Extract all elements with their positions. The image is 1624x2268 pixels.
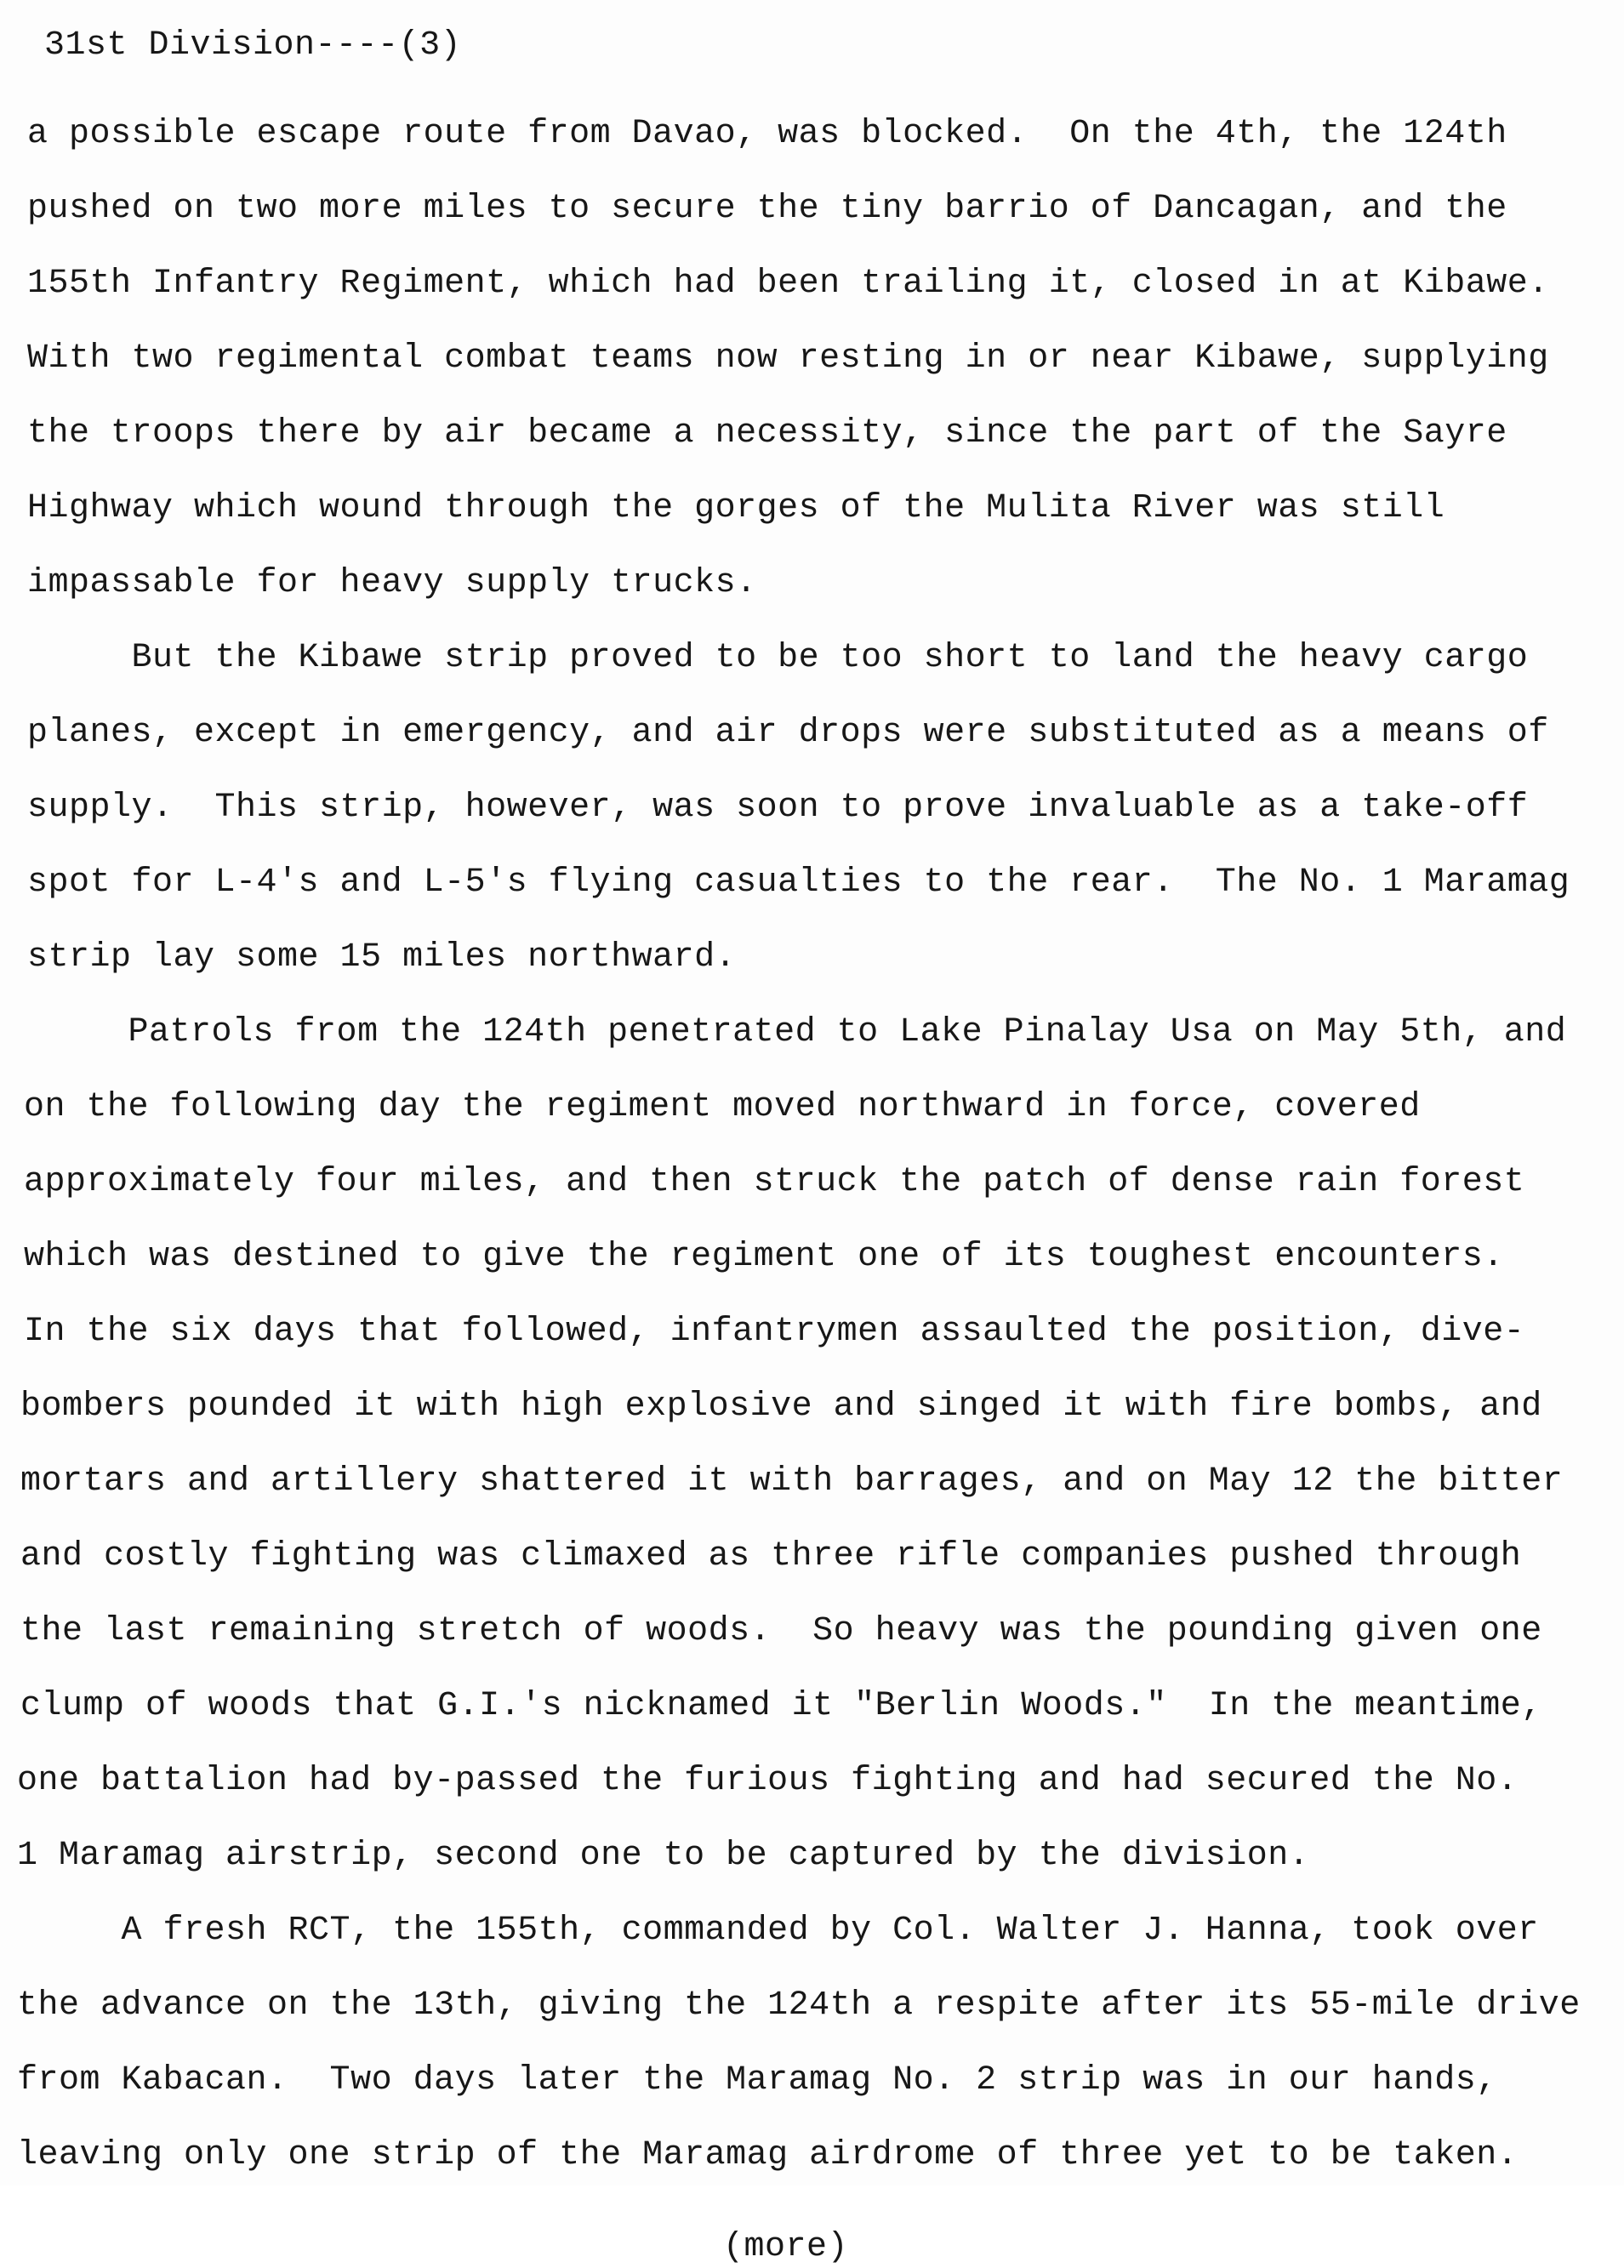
text-line: spot for L-4's and L-5's flying casualties to the rear. The No. 1 Maramag: [27, 863, 1570, 902]
text-line: 155th Infantry Regiment, which had been trailing it, closed in at Kibawe.: [27, 265, 1549, 303]
text-line: the last remaining stretch of woods. So heavy was the pounding given one: [20, 1612, 1542, 1650]
text-line: from Kabacan. Two days later the Maramag No. 2 strip was in our hands,: [17, 2061, 1497, 2100]
text-line: But the Kibawe strip proved to be too short to land the heavy cargo: [27, 639, 1529, 677]
text-line: and costly fighting was climaxed as three rifle companies pushed through: [20, 1537, 1522, 1576]
text-line: the advance on the 13th, giving the 124th a respite after its 55-mile drive: [17, 1986, 1581, 2025]
page-header: 31st Division----(3): [44, 26, 462, 65]
text-line: the troops there by air became a necessity, since the part of the Sayre: [27, 414, 1507, 453]
text-line: With two regimental combat teams now resting in or near Kibawe, supplying: [27, 339, 1549, 378]
text-line: mortars and artillery shattered it with barrages, and on May 12 the bitter: [20, 1462, 1564, 1501]
text-line: approximately four miles, and then struck the patch of dense rain forest: [24, 1163, 1525, 1201]
text-line: planes, except in emergency, and air drops were substituted as a means of: [27, 714, 1549, 752]
text-line: leaving only one strip of the Maramag airdrome of three yet to be taken.: [17, 2136, 1519, 2174]
text-line: on the following day the regiment moved northward in force, covered: [24, 1088, 1421, 1126]
text-line: strip lay some 15 miles northward.: [27, 938, 737, 977]
text-line: one battalion had by-passed the furious fighting and had secured the No.: [17, 1762, 1519, 1800]
text-line: supply. This strip, however, was soon to prove invaluable as a take-off: [27, 789, 1529, 827]
text-line: pushed on two more miles to secure the tiny barrio of Dancagan, and the: [27, 190, 1507, 228]
page-footer: (more): [723, 2228, 849, 2266]
text-line: Patrols from the 124th penetrated to Lake Pinalay Usa on May 5th, and: [24, 1013, 1567, 1051]
text-line: a possible escape route from Davao, was blocked. On the 4th, the 124th: [27, 115, 1507, 153]
text-line: 1 Maramag airstrip, second one to be captured by the division.: [17, 1837, 1310, 1875]
text-line: A fresh RCT, the 155th, commanded by Col. Walter J. Hanna, took over: [17, 1912, 1539, 1950]
text-line: which was destined to give the regiment one of its toughest encounters.: [24, 1238, 1504, 1276]
text-line: impassable for heavy supply trucks.: [27, 564, 757, 602]
text-line: bombers pounded it with high explosive and singed it with fire bombs, and: [20, 1388, 1542, 1426]
text-line: In the six days that followed, infantrymen assaulted the position, dive-: [24, 1313, 1525, 1351]
text-line: clump of woods that G.I.'s nicknamed it "Berlin Woods." In the meantime,: [20, 1687, 1542, 1725]
text-line: Highway which wound through the gorges of the Mulita River was still: [27, 489, 1445, 527]
